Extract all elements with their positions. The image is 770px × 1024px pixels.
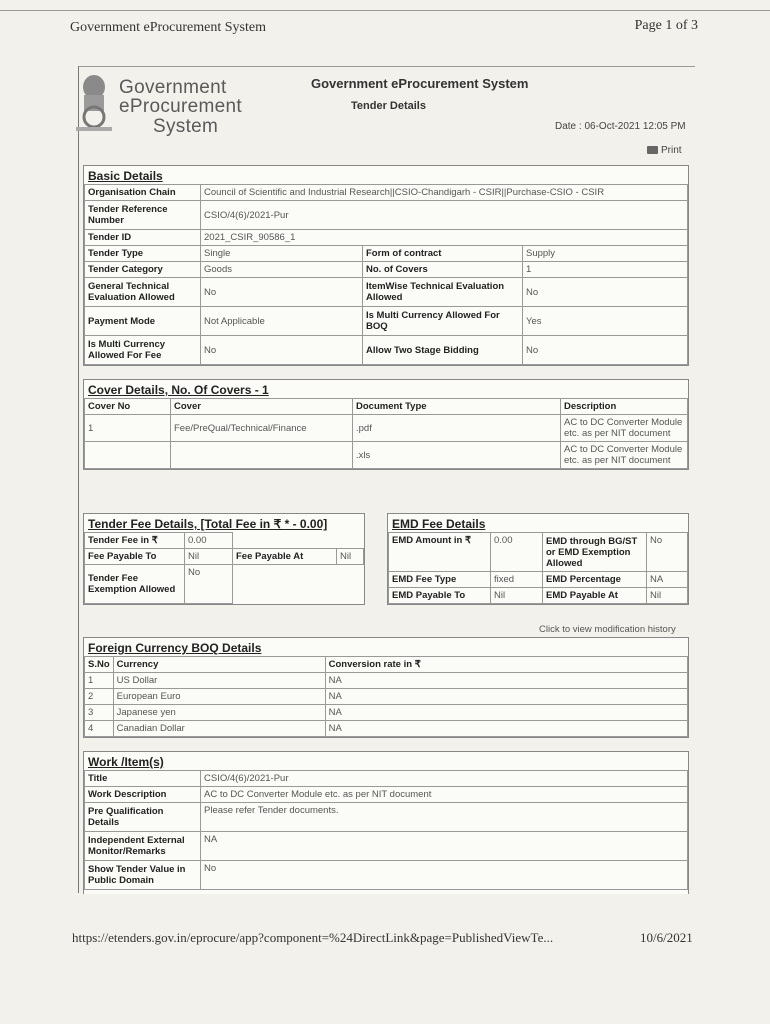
- emd-percentage-value: NA: [647, 572, 688, 588]
- table-cell: 4: [85, 721, 114, 737]
- table-cell: Canadian Dollar: [113, 721, 325, 737]
- tender-value-public-label: Show Tender Value in Public Domain: [85, 861, 201, 890]
- table-row: [85, 336, 688, 365]
- tender-category-label: Tender Category: [85, 262, 201, 278]
- general-tech-eval-value: No: [201, 278, 363, 307]
- cover-details-section: [83, 379, 689, 470]
- two-stage-bidding-label: Allow Two Stage Bidding: [363, 336, 523, 365]
- table-row: [85, 278, 688, 307]
- tender-fee-section: [83, 513, 365, 605]
- table-row: [85, 861, 688, 890]
- logo-word-eprocurement: eProcurement: [119, 96, 242, 117]
- table-header-row: [85, 399, 688, 415]
- emd-amount-label: EMD Amount in ₹: [389, 533, 491, 572]
- table-cell: 2: [85, 689, 114, 705]
- payment-mode-label: Payment Mode: [85, 307, 201, 336]
- basic-details-section: [83, 165, 689, 366]
- tender-ref-value: CSIO/4(6)/2021-Pur: [201, 201, 688, 230]
- tender-category-value: Goods: [201, 262, 363, 278]
- table-row: [85, 771, 688, 787]
- table-cell: US Dollar: [113, 673, 325, 689]
- print-label: Print: [661, 145, 682, 156]
- tender-fee-label: Tender Fee in ₹: [85, 533, 185, 549]
- boq-currency-table: [84, 656, 688, 737]
- two-stage-bidding-value: No: [523, 336, 688, 365]
- footer-date: 10/6/2021: [640, 930, 693, 945]
- table-row: [389, 533, 688, 572]
- emd-fee-type-label: EMD Fee Type: [389, 572, 491, 588]
- table-cell: NA: [325, 689, 687, 705]
- section-title: Tender Fee Details, [Total Fee in ₹ * - 0.00]: [88, 517, 328, 531]
- section-title: Foreign Currency BOQ Details: [88, 641, 262, 655]
- table-cell: 1: [85, 415, 171, 442]
- no-of-covers-value: 1: [523, 262, 688, 278]
- work-items-section: [83, 751, 689, 894]
- table-row: [85, 442, 688, 469]
- fee-exemption-label: Tender Fee Exemption Allowed: [85, 565, 185, 604]
- table-row: [85, 415, 688, 442]
- national-emblem-icon: [72, 73, 116, 137]
- tender-fee-value: 0.00: [185, 533, 233, 549]
- form-of-contract-value: Supply: [523, 246, 688, 262]
- table-cell: European Euro: [113, 689, 325, 705]
- org-chain-value: Council of Scientific and Industrial Research||CSIO-Chandigarh - CSIR||Purchase-CSIO - CSIR: [201, 185, 688, 201]
- multi-currency-fee-value: No: [201, 336, 363, 365]
- no-of-covers-label: No. of Covers: [363, 262, 523, 278]
- foreign-currency-boq-section: [83, 637, 689, 738]
- table-row: [85, 185, 688, 201]
- itemwise-tech-eval-value: No: [523, 278, 688, 307]
- column-header: Description: [561, 399, 688, 415]
- itemwise-tech-eval-label: ItemWise Technical Evaluation Allowed: [363, 278, 523, 307]
- column-header: Currency: [113, 657, 325, 673]
- multi-currency-fee-label: Is Multi Currency Allowed For Fee: [85, 336, 201, 365]
- table-row: [85, 307, 688, 336]
- multi-currency-boq-label: Is Multi Currency Allowed For BOQ: [363, 307, 523, 336]
- tender-ref-label: Tender Reference Number: [85, 201, 201, 230]
- table-row: [389, 572, 688, 588]
- table-row: [85, 689, 688, 705]
- table-header-row: [85, 657, 688, 673]
- fee-payable-at-label: Fee Payable At: [233, 549, 337, 565]
- form-of-contract-label: Form of contract: [363, 246, 523, 262]
- pre-qualification-value: Please refer Tender documents.: [201, 803, 688, 832]
- work-description-value: AC to DC Converter Module etc. as per NIT document: [201, 787, 688, 803]
- table-row: [85, 832, 688, 861]
- external-monitor-label: Independent External Monitor/Remarks: [85, 832, 201, 861]
- table-cell: AC to DC Converter Module etc. as per NIT document: [561, 442, 688, 469]
- column-header: S.No: [85, 657, 114, 673]
- work-items-table: [84, 770, 688, 890]
- table-row: [85, 230, 688, 246]
- page-top-rule: [0, 10, 770, 11]
- emd-fee-table: [388, 532, 688, 604]
- table-cell: .pdf: [353, 415, 561, 442]
- printer-icon: [647, 146, 658, 154]
- org-chain-label: Organisation Chain: [85, 185, 201, 201]
- table-row: [85, 201, 688, 230]
- logo-word-system: System: [153, 116, 219, 137]
- table-cell: AC to DC Converter Module etc. as per NIT document: [561, 415, 688, 442]
- table-row: [389, 588, 688, 604]
- date-time: Date : 06-Oct-2021 12:05 PM: [555, 121, 686, 132]
- work-title-label: Title: [85, 771, 201, 787]
- multi-currency-boq-value: Yes: [523, 307, 688, 336]
- emd-fee-section: [387, 513, 689, 605]
- table-row: [85, 721, 688, 737]
- tender-value-public-value: No: [201, 861, 688, 890]
- table-cell: Japanese yen: [113, 705, 325, 721]
- emd-payable-at-label: EMD Payable At: [543, 588, 647, 604]
- logo-word-government: Government: [119, 77, 227, 98]
- tender-details-page: [78, 66, 695, 893]
- table-cell: NA: [325, 721, 687, 737]
- print-header-title: Government eProcurement System: [70, 20, 266, 35]
- fee-exemption-value: No: [185, 565, 233, 604]
- site-title: Government eProcurement System: [311, 76, 529, 91]
- column-header: Cover No: [85, 399, 171, 415]
- column-header: Document Type: [353, 399, 561, 415]
- emd-fee-type-value: fixed: [491, 572, 543, 588]
- emd-payable-at-value: Nil: [647, 588, 688, 604]
- table-row: [85, 246, 688, 262]
- fee-payable-at-value: Nil: [337, 549, 364, 565]
- external-monitor-value: NA: [201, 832, 688, 861]
- tender-type-label: Tender Type: [85, 246, 201, 262]
- table-cell: [171, 442, 353, 469]
- work-title-value: CSIO/4(6)/2021-Pur: [201, 771, 688, 787]
- column-header: Cover: [171, 399, 353, 415]
- cover-details-table: [84, 398, 688, 469]
- table-row: [85, 565, 364, 604]
- table-cell: NA: [325, 673, 687, 689]
- page-title: Tender Details: [351, 100, 426, 112]
- fee-payable-to-value: Nil: [185, 549, 233, 565]
- table-cell: 3: [85, 705, 114, 721]
- section-title: Cover Details, No. Of Covers - 1: [88, 383, 269, 397]
- payment-mode-value: Not Applicable: [201, 307, 363, 336]
- section-title: EMD Fee Details: [392, 517, 486, 531]
- table-cell: NA: [325, 705, 687, 721]
- basic-details-table: [84, 184, 688, 365]
- table-row: [85, 705, 688, 721]
- general-tech-eval-label: General Technical Evaluation Allowed: [85, 278, 201, 307]
- tender-id-value: 2021_CSIR_90586_1: [201, 230, 688, 246]
- table-cell: 1: [85, 673, 114, 689]
- table-cell: Fee/PreQual/Technical/Finance: [171, 415, 353, 442]
- emd-amount-value: 0.00: [491, 533, 543, 572]
- tender-type-value: Single: [201, 246, 363, 262]
- fee-payable-to-label: Fee Payable To: [85, 549, 185, 565]
- print-button[interactable]: [647, 145, 682, 156]
- emd-through-label: EMD through BG/ST or EMD Exemption Allowed: [543, 533, 647, 572]
- footer-url: https://etenders.gov.in/eprocure/app?component=%24DirectLink&page=PublishedViewTe...: [72, 930, 554, 945]
- column-header: Conversion rate in ₹: [325, 657, 687, 673]
- emd-through-value: No: [647, 533, 688, 572]
- table-row: [85, 673, 688, 689]
- emd-payable-to-value: Nil: [491, 588, 543, 604]
- table-cell: .xls: [353, 442, 561, 469]
- table-row: [85, 262, 688, 278]
- modification-history-link[interactable]: Click to view modification history: [539, 624, 676, 635]
- table-row: [85, 803, 688, 832]
- section-title: Basic Details: [88, 169, 163, 183]
- table-row: [85, 549, 364, 565]
- table-cell: [85, 442, 171, 469]
- emd-payable-to-label: EMD Payable To: [389, 588, 491, 604]
- print-header-page-number: Page 1 of 3: [634, 18, 698, 33]
- tender-id-label: Tender ID: [85, 230, 201, 246]
- table-row: [85, 787, 688, 803]
- emd-percentage-label: EMD Percentage: [543, 572, 647, 588]
- tender-fee-table: [84, 532, 364, 604]
- work-description-label: Work Description: [85, 787, 201, 803]
- pre-qualification-label: Pre Qualification Details: [85, 803, 201, 832]
- table-row: [85, 533, 364, 549]
- section-title: Work /Item(s): [88, 755, 164, 769]
